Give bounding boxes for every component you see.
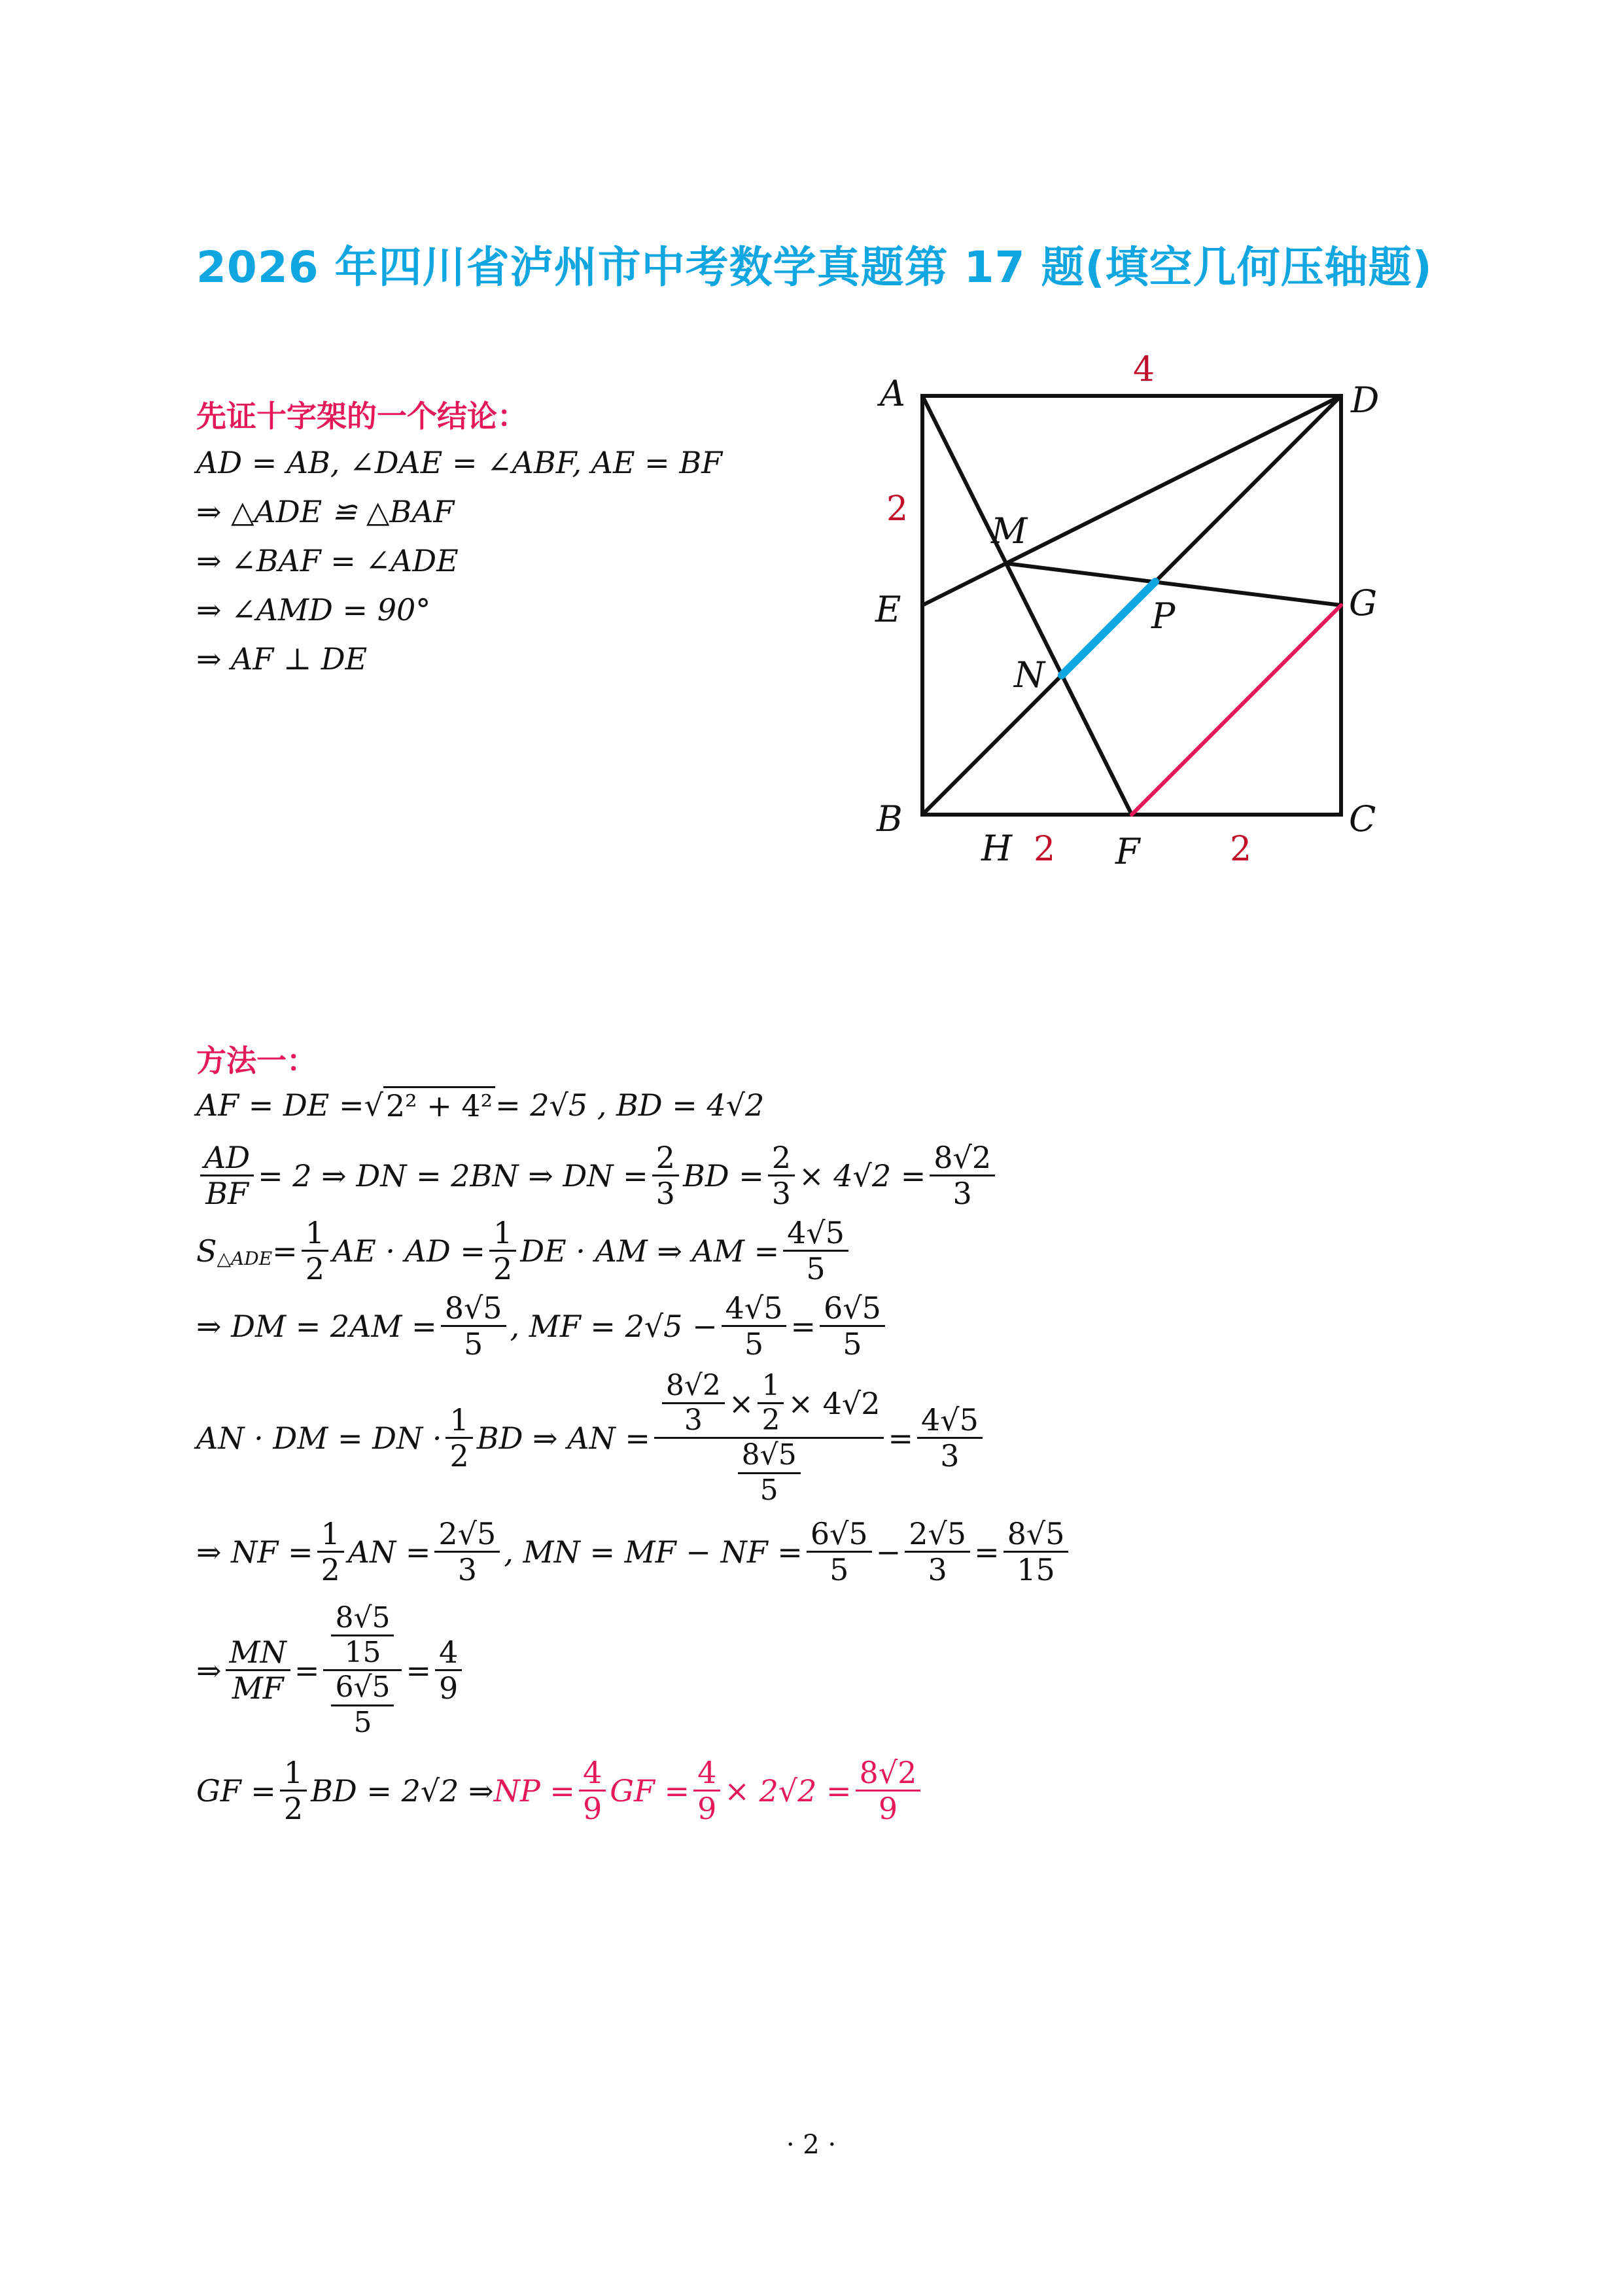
method-line-8: GF = $\frac{1}{2}$ BD = 2√2 ⇒ NP = $\frac{4}{9}$ GF = $\frac{4}{9}$ × 2√2 = $\frac{8√2}{9}$ [196,1757,924,1825]
method-line-7: ⇒ $\frac{MN}{MF}$ = $\frac{\frac{8√5}{15}}{\frac{6√5}{5}}$ = $\frac{4}{9}$ [196,1603,466,1738]
segment-de [922,396,1341,605]
segment-af [922,396,1132,815]
method-line-6: ⇒ NF = $\frac{1}{2}$ AN = $\frac{2√5}{3}$ , MN = MF − NF = $\frac{6√5}{5}$ − $\frac{2√5}{3}$ = $\frac{8√5}{15}$ [196,1518,1072,1586]
method-line-3: S △ADE = $\frac{1}{2}$ AE · AD = $\frac{1}{2}$ DE · AM ⇒ AM = $\frac{4√5}{5}$ [196,1217,852,1285]
label-b: B [877,798,903,839]
proof-line-3: ⇒ ∠BAF = ∠ADE [196,543,459,578]
proof-line-2: ⇒ △ADE ≌ △BAF [196,494,455,529]
proof-line-4: ⇒ ∠AMD = 90° [196,592,431,627]
label-c: C [1349,798,1376,839]
label-h: H [981,828,1013,869]
segment-fg-highlight [1132,605,1341,815]
proof-line-5: ⇒ AF ⊥ DE [196,641,368,677]
label-n: N [1014,654,1045,696]
geometry-figure [850,340,1439,929]
label-m: M [991,510,1028,552]
label-e: E [875,589,901,630]
page-title: 2026 年四川省泸州市中考数学真题第 17 题(填空几何压轴题) [196,242,1433,292]
answer-np: NP = [493,1773,575,1809]
section-heading-method-one: 方法一： [196,1043,317,1078]
segment-np-highlight [1062,582,1155,675]
length-left: 2 [886,489,909,529]
length-bottom-right: 2 [1230,830,1252,869]
label-a: A [880,373,905,414]
length-bottom-left: 2 [1034,830,1056,869]
method-line-1: AF = DE = √ 2² + 4² = 2√5 , BD = 4√2 [196,1087,765,1123]
method-line-4: ⇒ DM = 2AM = $\frac{8√5}{5}$ , MF = 2√5 − $\frac{4√5}{5}$ = $\frac{6√5}{5}$ [196,1292,889,1360]
method-line-2: $\frac{AD}{BF}$ = 2 ⇒ DN = 2BN ⇒ DN = $\frac{2}{3}$ BD = $\frac{2}{3}$ × 4√2 = $\frac{8√2}{3}$ [196,1142,999,1210]
label-g: G [1349,582,1378,624]
section-heading-conclusion: 先证十字架的一个结论： [196,398,527,434]
proof-line-1: AD = AB, ∠DAE = ∠ABF, AE = BF [196,445,723,480]
label-f: F [1115,831,1140,872]
label-p: P [1151,595,1176,637]
method-line-5: AN · DM = DN · $\frac{1}{2}$ BD ⇒ AN = $\frac{8√2}{3}$ × $\frac{1}{2}$ × 4√2 $\frac{8√5}{5}$ = $\frac{4√5}{3}$ [196,1371,986,1506]
label-d: D [1351,380,1380,421]
length-top: 4 [1133,350,1155,389]
page-number: · 2 · [786,2130,837,2160]
